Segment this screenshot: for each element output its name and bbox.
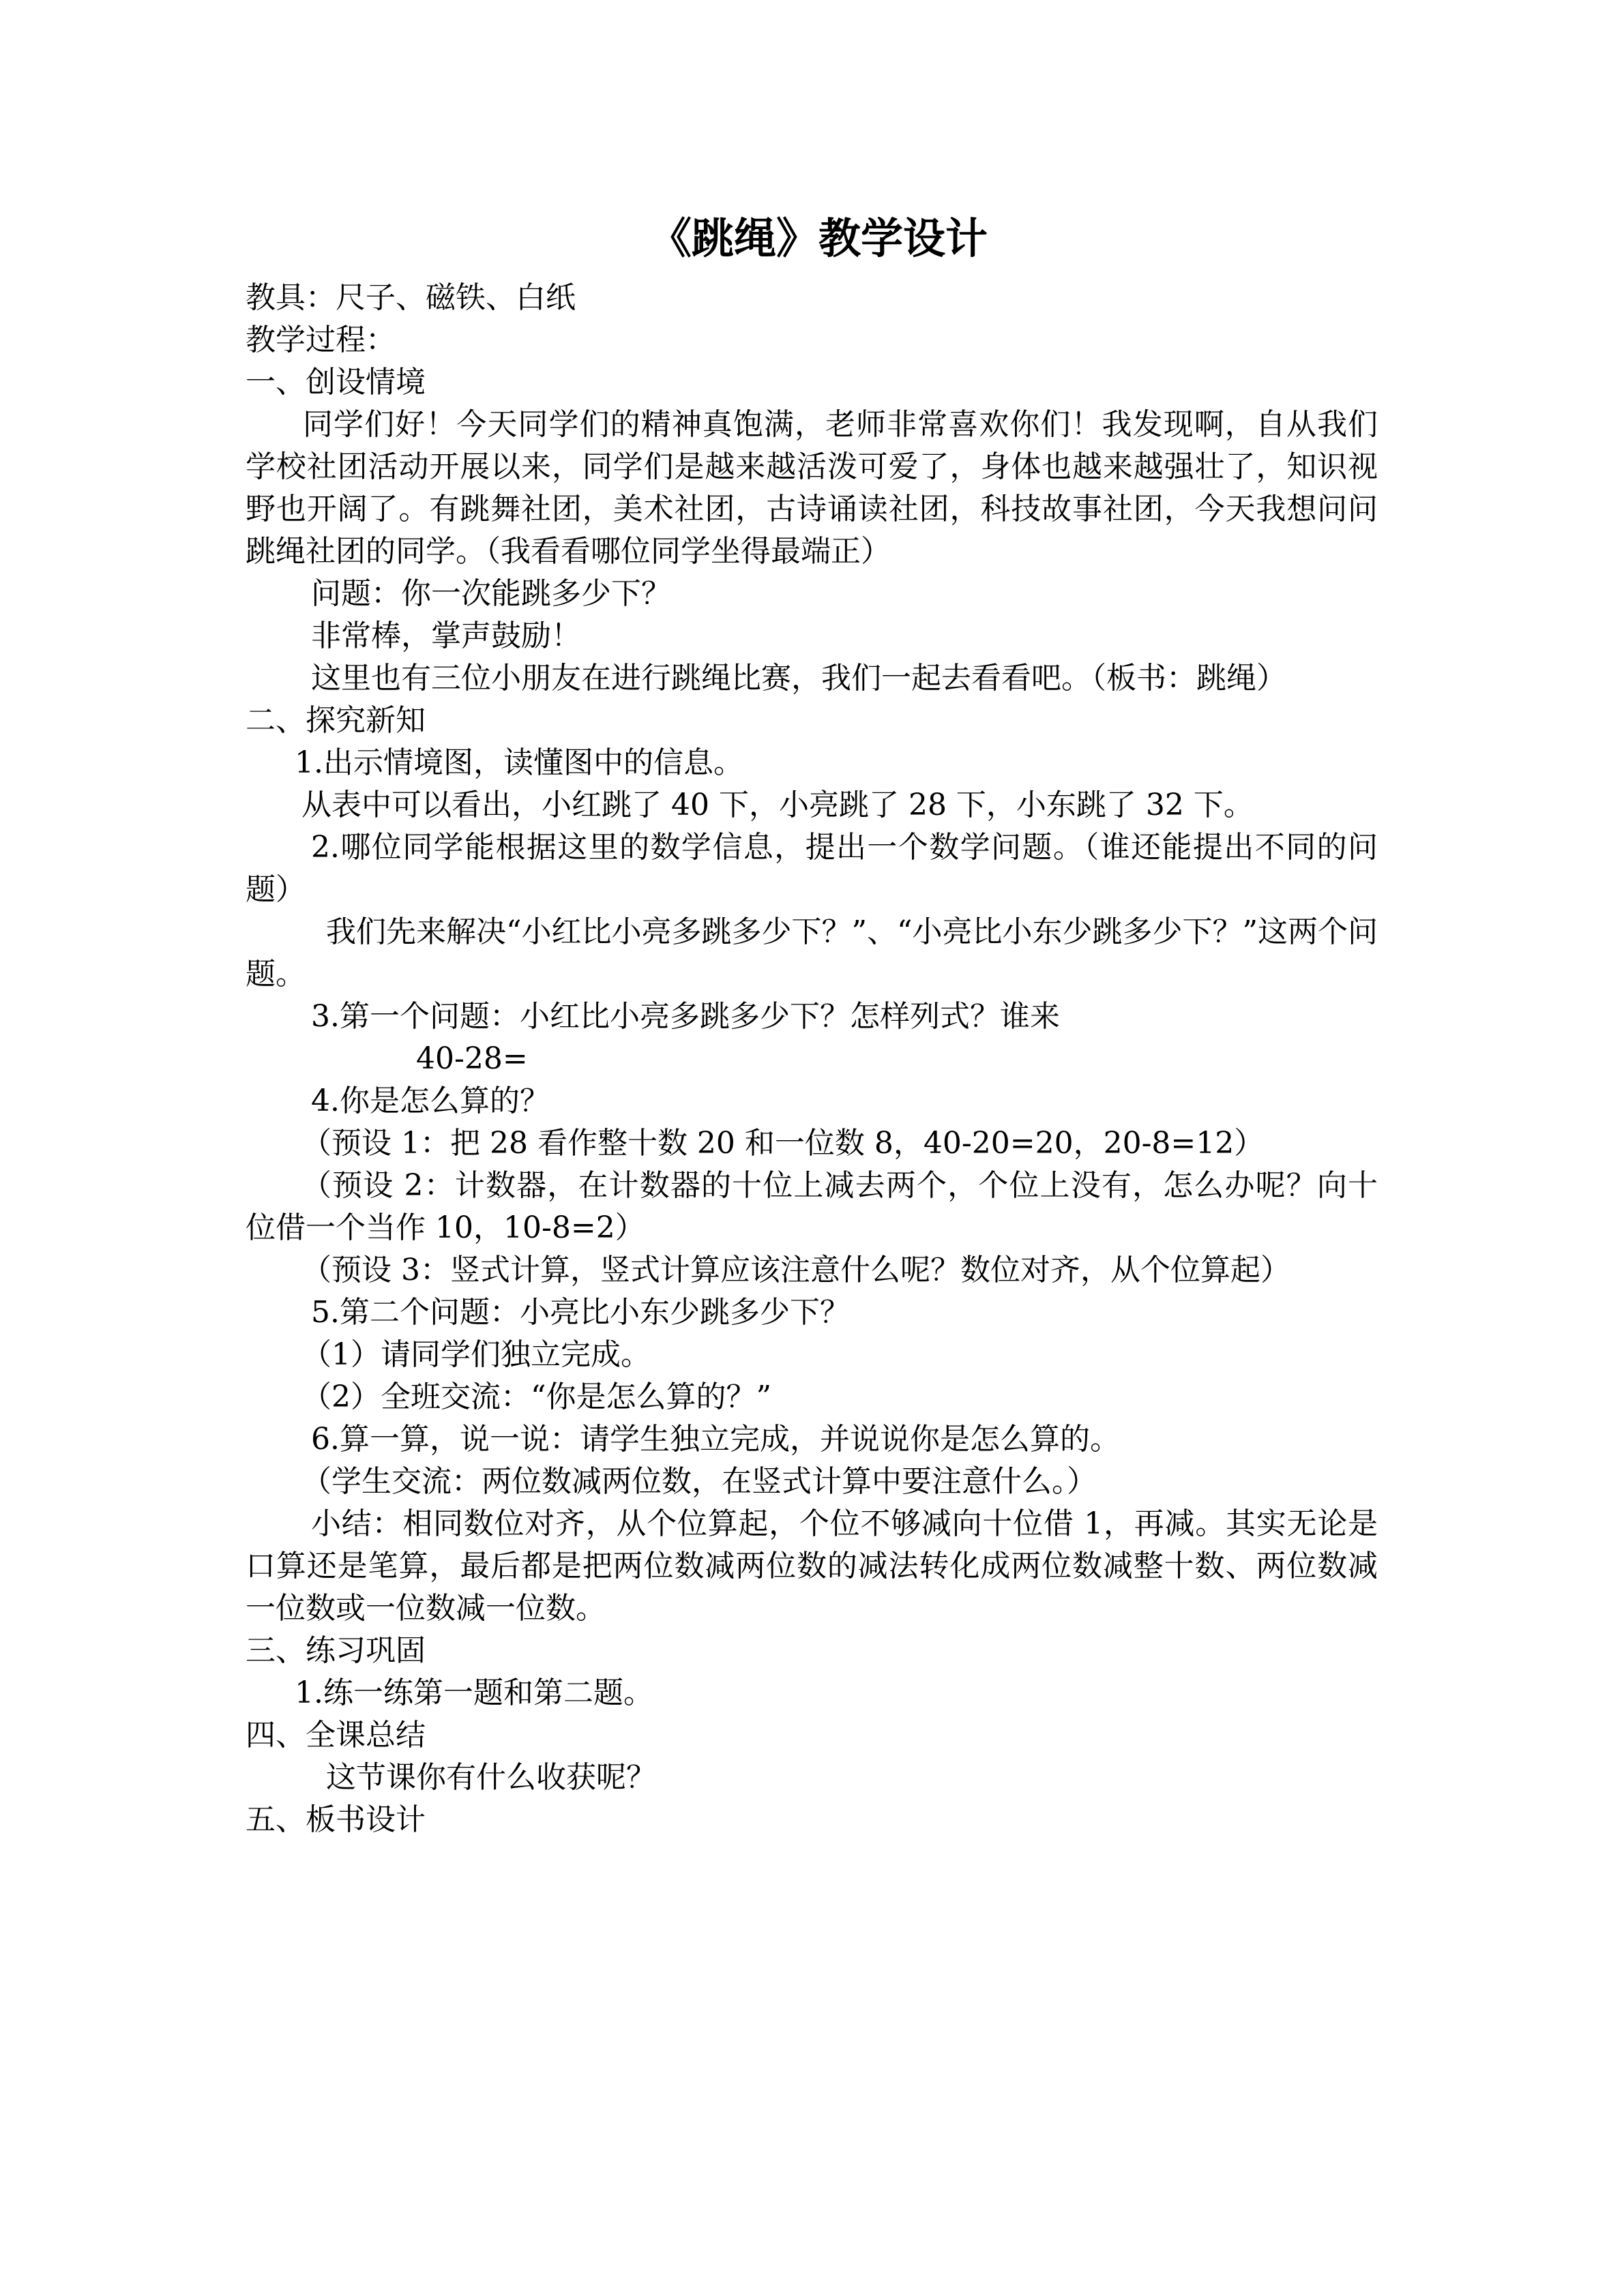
text-line: 这里也有三位小朋友在进行跳绳比赛，我们一起去看看吧。（板书：跳绳） — [311, 661, 1286, 696]
text-line: 6.算一算，说一说：请学生独立完成，并说说你是怎么算的。 — [311, 1422, 1120, 1457]
section-heading: 五、板书设计 — [246, 1802, 426, 1837]
document-body — [246, 277, 1378, 1841]
paragraph: （预设 2：计数器，在计数器的十位上减去两个，个位上没有，怎么办呢？向十位借一个当作 10，10-8=2） — [246, 1168, 1378, 1245]
text-line: 这节课你有什么收获呢？ — [326, 1760, 656, 1795]
document-title: 《跳绳》教学设计 — [649, 213, 988, 263]
text-line: （2）全班交流：“你是怎么算的？” — [301, 1380, 771, 1414]
text-line: 5.第二个问题：小亮比小东少跳多少下？ — [311, 1295, 850, 1330]
text-line: 教具：尺子、磁铁、白纸 — [246, 280, 576, 315]
text-line: 1.练一练第一题和第二题。 — [295, 1675, 653, 1710]
section-heading: 三、练习巩固 — [246, 1633, 426, 1668]
paragraph: 小结：相同数位对齐，从个位算起，个位不够减向十位借 1，再减。其实无论是口算还是笔算，最后都是把两位数减两位数的减法转化成两位数减整十数、两位数减一位数或一位数减一位数。 — [246, 1506, 1378, 1626]
text-line: 3.第一个问题：小红比小亮多跳多少下？怎样列式？谁来 — [311, 999, 1060, 1034]
document-page — [246, 205, 1378, 1841]
text-line: （学生交流：两位数减两位数，在竖式计算中要注意什么。） — [301, 1464, 1097, 1499]
text-line: （预设 1：把 28 看作整十数 20 和一位数 8，40-20=20，20-8=12） — [301, 1126, 1265, 1161]
text-line: 问题：你一次能跳多少下？ — [311, 576, 671, 611]
paragraph: 同学们好！今天同学们的精神真饱满，老师非常喜欢你们！我发现啊，自从我们学校社团活动开展以来，同学们是越来越活泼可爱了，身体也越来越强壮了，知识视野也开阔了。有跳舞社团，美术社团，古诗诵读社团，科技故事社团，今天我想问问跳绳社团的同学。（我看看哪位同学坐得最端正） — [246, 407, 1378, 569]
section-heading: 二、探究新知 — [246, 703, 426, 738]
text-line: （预设 3：竖式计算，竖式计算应该注意什么呢？数位对齐，从个位算起） — [301, 1253, 1290, 1287]
section-heading: 一、创设情境 — [246, 365, 426, 400]
text-line: 非常棒，掌声鼓励！ — [311, 618, 581, 653]
text-line: 教学过程： — [246, 323, 396, 357]
text-line: （1）请同学们独立完成。 — [301, 1337, 651, 1372]
text-line: 1.出示情境图，读懂图中的信息。 — [295, 745, 743, 780]
paragraph: 我们先来解决“小红比小亮多跳多少下？”、“小亮比小东少跳多少下？”这两个问题。 — [246, 914, 1378, 992]
paragraph: 2.哪位同学能根据这里的数学信息，提出一个数学问题。（谁还能提出不同的问题） — [246, 830, 1378, 907]
section-heading: 四、全课总结 — [246, 1718, 426, 1753]
equation-line: 40-28= — [416, 1041, 528, 1076]
text-line: 4.你是怎么算的？ — [311, 1084, 550, 1118]
text-line: 从表中可以看出，小红跳了 40 下，小亮跳了 28 下，小东跳了 32 下。 — [301, 788, 1254, 822]
